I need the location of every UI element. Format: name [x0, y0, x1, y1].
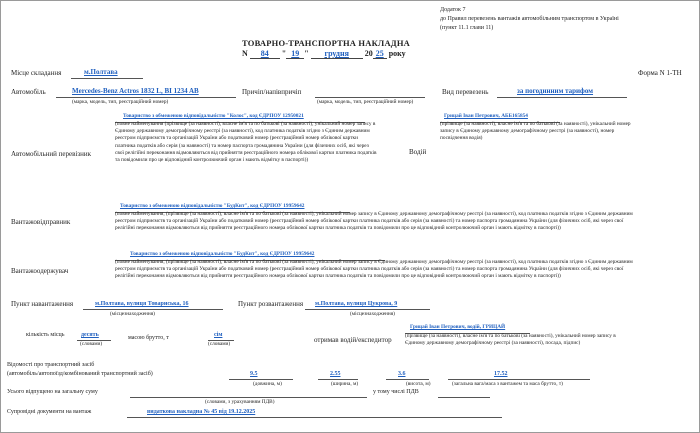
length-value: 9.5 [250, 371, 258, 377]
total-field[interactable] [130, 389, 367, 398]
unloading-value: м.Полтава, вулиця Цукрова, 9 [315, 301, 398, 307]
total-mass-value: 17.52 [494, 371, 508, 377]
consignee-label: Вантажоодержувач [11, 267, 69, 275]
place-value: м.Полтава [84, 68, 118, 76]
places-hint: (словами) [80, 341, 103, 347]
carrier-label: Автомобільний перевізник [11, 150, 91, 158]
total-mass-hint: (загальна вага/маса з вантажем та маса брутто, т) [452, 381, 563, 387]
trailer-label: Причіп/напівпричіп [242, 88, 302, 96]
unloading-label: Пункт розвантаження [238, 300, 304, 308]
mass-value: сім [214, 332, 223, 338]
documents-value: видаткова накладна № 45 від 19.12.2025 [147, 409, 256, 415]
loading-value: м.Полтава, вулиця Товариська, 16 [95, 301, 189, 307]
vehicle-value: Mercedes-Benz Actros 1832 L, BI 1234 AB [72, 87, 199, 95]
vat-label: у тому числі ПДВ [373, 389, 419, 395]
vehicle-info-label-1: Відомості про транспортний засіб [7, 362, 95, 368]
length-field[interactable] [229, 371, 293, 380]
total-label: Усього відпущено на загальну суму [7, 389, 98, 395]
number-prefix: N [242, 49, 248, 58]
driver-label: Водій [409, 148, 427, 156]
documents-label: Супровідні документи на вантаж [7, 409, 92, 415]
unloading-hint: (місцезнаходження) [350, 311, 395, 317]
trailer-field[interactable] [315, 89, 425, 98]
trailer-hint: (марка, модель, тип, реєстраційний номер) [317, 99, 414, 105]
vehicle-info-label-2: (автомобіль/автопоїзд/комбінований транспортний засіб) [7, 371, 153, 377]
transport-type-value: за погодинним тарифом [517, 87, 594, 95]
doc-title: ТОВАРНО-ТРАНСПОРТНА НАКЛАДНА [242, 38, 410, 48]
driver-value: Грицай Іван Петрович, АББ165854 [444, 113, 528, 119]
appendix-clause: (пункт 11.1 глави 11) [440, 25, 494, 31]
length-hint: (довжина, м) [253, 381, 282, 387]
width-hint: (ширина, м) [331, 381, 359, 387]
place-label: Місце складання [11, 69, 62, 77]
transport-type-label: Вид перевезень [442, 88, 489, 96]
shipper-hint: (повне найменування, (прізвище (за наявності), власне ім'я та по батькові (за наявності), унікальний номер запису в Єдиному державному демографічному реєстрі (за наявності), код платника податків згідно з Єдиним державним реєстром підприємств та організацій України або податковий номер (реєстраційний номер облікової картки платника податків або серія (за наявності) та номер паспорта громадянина України (для фізичних осіб, які через свої релігійні переконання відмовляються від прийняття реєстраційного номера облікової картки платника податків та повідомили про це відповідний контролюючий орган і мають відмітку в паспорті)) [115, 211, 633, 232]
shipper-value: Товариство з обмеженою відповідальністю "БудКит", код ЄДРПОУ 19959642 [120, 203, 305, 209]
doc-number[interactable]: 84 [250, 49, 280, 59]
loading-hint: (місцезнаходження) [110, 311, 155, 317]
height-field[interactable] [386, 371, 429, 380]
total-mass-field[interactable] [448, 371, 590, 380]
total-hint: (словами, з урахуванням ПДВ) [205, 399, 275, 405]
form-label: Форма N 1-ТН [638, 69, 682, 77]
carrier-value: Товариство з обмеженою відповідальністю "Колос", код ЄДРПОУ 12950021 [123, 113, 304, 119]
vehicle-hint: (марка, модель, тип, реєстраційний номер) [72, 99, 169, 105]
places-label: кількість місць [26, 332, 65, 338]
mass-hint: (словами) [208, 341, 231, 347]
consignee-hint: (повне найменування, (прізвище (за наявності), власне ім'я та по батькові (за наявності), унікальний номер запису в Єдиному державному демографічному реєстрі (за наявності), код платника податків згідно з Єдиним державним реєстром підприємств та організацій України або податковий номер (реєстраційний номер облікової картки платника податків або серія (за наявності) та номер паспорта громадянина України (для фізичних осіб, які через свої релігійні переконання відмовляються від прийняття реєстраційного номера облікової картки платника податків та повідомили про це відповідний контролюючий орган і мають відмітку в паспорті)) [115, 259, 633, 280]
consignee-value: Товариство з обмеженою відповідальністю "БудКит", код ЄДРПОУ 19959642 [130, 251, 315, 257]
vehicle-label: Автомобіль [11, 88, 46, 96]
driver-hint: (прізвище (за наявності), власне ім'я та по батькові (за наявності), унікальний номер запису в Єдиному державному демографічному реєстрі (за наявності), номер посвідчення водія) [440, 121, 631, 142]
doc-day[interactable]: 19 [286, 49, 304, 59]
received-hint: (прізвище (за наявності), власне ім'я та по батькові (за наявності), унікальний номер запису в Єдиному державному демографічному реєстрі (за наявності), посада, підпис) [405, 333, 616, 347]
vat-field[interactable] [438, 389, 490, 398]
appendix-title: Додаток 7 [440, 7, 466, 13]
height-hint: (висота, м) [406, 381, 431, 387]
appendix-rules: до Правил перевезень вантажів автомобільним транспортом в Україні [440, 16, 619, 22]
mass-label: масою брутто, т [128, 335, 169, 341]
loading-label: Пункт навантаження [11, 300, 74, 308]
height-value: 3.6 [398, 371, 406, 377]
places-value: десять [81, 332, 99, 338]
width-value: 2.55 [330, 371, 341, 377]
doc-number-line: N 84 " 19 " грудня 20 25 року [242, 49, 406, 58]
shipper-label: Вантажовідправник [11, 218, 71, 226]
year-word: року [388, 49, 406, 58]
doc-year[interactable]: 25 [373, 49, 387, 59]
received-value: Грицай Іван Петрович, водій, ГРИЦАЙ [410, 324, 506, 330]
received-label: отримав водій/експедитор [314, 336, 392, 344]
carrier-hint: (повне найменування (прізвище (за наявності), власне ім'я та по батькові (за наявності), унікальний номер запису в Єдиному державному демографічному реєстрі (за наявності), код платника податків згідно з Єдиним державним реєстром підприємств та організацій України або податковий номер (реєстраційний номер облікової картки платника податків або серія (за наявності) та номер паспорта громадянина України (для фізичних осіб, які через свої релігійні переконання відмовляються від прийняття реєстраційного номера облікової картки платника податків та повідомили про це відповідний контролюючий орган і мають відмітку в паспорті)) [115, 121, 377, 164]
year-prefix: 20 [364, 49, 373, 58]
doc-month[interactable]: грудня [311, 49, 363, 59]
